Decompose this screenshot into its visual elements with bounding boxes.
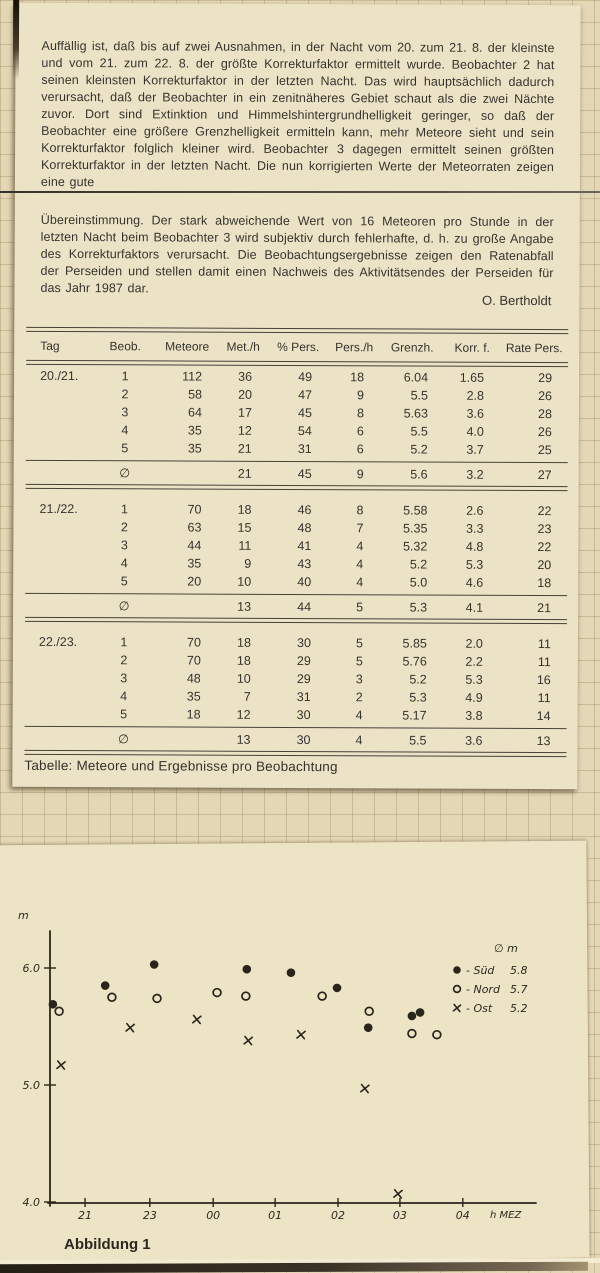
table-cell: 4.8 <box>465 539 484 554</box>
table-row <box>25 554 567 574</box>
table-cell: 70 <box>186 653 201 668</box>
table-cell: 2 <box>355 690 363 705</box>
table-cell: 47 <box>298 388 313 403</box>
table-cell <box>25 554 103 572</box>
table-cell: 30 <box>296 733 311 748</box>
table-cell: 18 <box>350 370 365 385</box>
figure-chart <box>0 893 600 1243</box>
table-cell: 5.58 <box>403 503 428 518</box>
table-cell: 5 <box>120 707 128 722</box>
table-cell: 4 <box>356 539 364 554</box>
table-row <box>26 385 568 405</box>
table-cell: 54 <box>297 424 312 439</box>
table-cell: 43 <box>297 557 312 572</box>
table-cell: ∅ <box>119 466 131 481</box>
table-rule <box>26 484 568 491</box>
point-nord <box>242 992 250 1000</box>
table-cell: 70 <box>186 635 201 650</box>
x-axis-unit-label: h MEZ <box>490 1210 522 1221</box>
table-row <box>25 669 567 689</box>
table-cell: 46 <box>297 503 312 518</box>
table-cell: % Pers. <box>277 339 320 355</box>
table-cell: 5.2 <box>410 442 428 457</box>
x-tick-label: 01 <box>268 1209 283 1222</box>
table-cell <box>26 385 104 403</box>
point-sud <box>49 1000 58 1009</box>
table-cell: 5.3 <box>409 690 427 705</box>
table-cell: 35 <box>187 441 202 456</box>
table-cell: 44 <box>297 600 312 615</box>
page-edge-shadow <box>13 0 19 80</box>
point-sud <box>287 968 296 977</box>
y-tick-label: 6.0 <box>22 962 40 975</box>
table-rule <box>26 327 568 334</box>
table-cell: 5 <box>120 574 128 589</box>
table-cell: 5.3 <box>465 672 483 687</box>
table-cell: 5.6 <box>410 467 428 482</box>
table-cell: 2.2 <box>465 654 483 669</box>
table-cell: 5 <box>356 600 364 615</box>
table-cell: 58 <box>188 387 203 402</box>
point-sud <box>416 1008 425 1017</box>
table-cell: 30 <box>296 708 311 723</box>
table-average-row <box>26 464 568 484</box>
table-cell: 112 <box>182 369 203 384</box>
table-cell: 5.85 <box>402 636 427 651</box>
table-row <box>25 687 567 707</box>
table-cell: 26 <box>537 425 552 440</box>
table-cell: Rate Pers. <box>505 340 563 356</box>
table-cell: 5.35 <box>403 521 428 536</box>
x-tick-label: 21 <box>78 1209 93 1222</box>
table-cell: 22 <box>537 540 552 555</box>
table-cell <box>25 705 103 723</box>
table-row <box>25 518 567 538</box>
y-tick-label: 5.0 <box>22 1079 40 1092</box>
table-cell: Meteore <box>165 339 210 354</box>
table-cell: 6.04 <box>403 370 429 385</box>
table-cell: 13 <box>236 732 251 747</box>
table-cell: 25 <box>537 443 552 458</box>
table-cell: 17 <box>237 405 252 420</box>
table-cell: 29 <box>296 654 311 669</box>
table-cell: 4 <box>120 689 128 704</box>
table-cell: 8 <box>356 503 364 518</box>
legend-title: ∅ m <box>494 942 518 955</box>
table-cell: 41 <box>297 539 312 554</box>
table-row <box>26 403 568 423</box>
legend-entry-value: 5.2 <box>510 1002 528 1015</box>
point-nord <box>433 1031 441 1039</box>
table-cell: 29 <box>538 371 553 386</box>
body-paragraph-1: Auffällig ist, daß bis auf zwei Ausnahmen, in der Nacht vom 20. zum 21. 8. der kleinste und vom 21. zum 22. 8. der größte Korrekturfaktor ermittelt wurde. Beobachter 2 hat seinen kleinsten Korrekturfaktor in der letzten Nacht. Das wird hauptsächlich dadurch verursacht, daß der Beobachter in ein zenitnäheres Gebiet schaut als die zwei Nächte zuvor. Dort sind Extinktion und Himmelshintergrundhelligkeit geringer, so daß der Beobachter eine größere Grenzhelligkeit ermitteln kann, mehr Meteore sieht und sein Korrekturfaktor folglich kleiner wird. Beobachter 3 dagegen ermittelt seinen größten Korrekturfaktor in der letzten Nacht. Die nun korrigierten Werte der Meteorraten zeigen eine gute <box>40 38 555 189</box>
legend-marker-sud <box>453 966 461 974</box>
table-row <box>25 633 567 653</box>
table-cell: 5.3 <box>465 557 484 572</box>
table-row <box>25 536 567 556</box>
table-cell: 35 <box>186 689 201 704</box>
table-cell: 16 <box>536 673 551 688</box>
table-row <box>26 367 568 387</box>
x-tick-label: 00 <box>206 1209 221 1222</box>
table-cell: 26 <box>538 389 553 404</box>
point-nord <box>318 992 326 1000</box>
table-cell <box>26 439 104 457</box>
table-cell <box>24 730 102 748</box>
point-nord <box>153 995 161 1003</box>
table-cell: 44 <box>187 538 202 553</box>
table-cell: 9 <box>356 467 364 482</box>
table-cell: 22 <box>537 504 552 519</box>
table-cell: 2.8 <box>466 388 485 403</box>
table-cell <box>25 651 103 669</box>
table-cell: 5.76 <box>402 654 427 669</box>
table-cell: 4 <box>356 557 364 572</box>
table-cell: 20 <box>187 574 202 589</box>
table-cell: 3 <box>120 671 128 686</box>
table-cell: 40 <box>297 575 312 590</box>
table-cell: Pers./h <box>335 340 374 355</box>
point-sud <box>408 1012 417 1021</box>
point-nord <box>213 989 221 997</box>
table-cell: 11 <box>537 691 551 706</box>
author-signature: O. Bertholdt <box>482 292 552 309</box>
table-cell: 3 <box>355 672 363 687</box>
table-cell: 10 <box>236 671 251 686</box>
table-row <box>25 572 567 592</box>
table-cell: 21 <box>537 601 552 616</box>
table-row <box>25 500 567 520</box>
table-cell: 31 <box>297 442 312 457</box>
table-cell: 13 <box>237 599 252 614</box>
table-cell: 5 <box>355 654 363 669</box>
table-average-row <box>24 730 566 750</box>
table-cell: 11 <box>537 655 551 670</box>
x-tick-label: 23 <box>142 1209 157 1222</box>
table-cell: 4.1 <box>465 600 484 615</box>
table-cell: 11 <box>238 538 252 553</box>
table-cell: 35 <box>187 556 202 571</box>
table-cell: 5.5 <box>409 733 427 748</box>
point-nord <box>55 1007 63 1015</box>
table-cell: 18 <box>236 653 251 668</box>
table-rule <box>26 460 568 463</box>
table-cell: 3.3 <box>466 521 484 536</box>
table-cell: 2 <box>120 653 128 668</box>
table-cell: 4 <box>120 556 128 571</box>
table-cell: 3.2 <box>466 467 484 482</box>
table-cell <box>25 572 103 590</box>
legend-entry-label: - Nord <box>466 983 500 996</box>
table-cell: 36 <box>238 369 253 384</box>
table-cell <box>25 536 103 554</box>
body-paragraph-2: Übereinstimmung. Der stark abweichende Wert von 16 Meteoren pro Stunde in der letzten Nacht beim Beobachter 3 wird subjektiv durch fehlerhafte, d. h. zu große Angabe des Korrekturfaktors verursacht. Die Beobachtungsergebnisse zeigen den Ratenabfall der Perseiden und stellen damit einen Nachweis des Aktivitätsendes der Perseiden für das Jahr 1987 dar. <box>40 212 554 295</box>
point-sud <box>243 965 252 974</box>
table-cell <box>154 730 216 748</box>
table-cell: 12 <box>237 423 252 438</box>
table-cell: Grenzh. <box>390 340 434 355</box>
table-cell <box>25 669 103 687</box>
table-cell: 10 <box>237 574 252 589</box>
point-sud <box>364 1023 373 1032</box>
legend-entry-label: - Ost <box>466 1002 493 1015</box>
table-cell: 70 <box>187 502 202 517</box>
table-cell: 18 <box>237 502 252 517</box>
table-cell: 35 <box>187 423 202 438</box>
point-sud <box>150 960 159 969</box>
table-cell: 6 <box>356 424 364 439</box>
table-cell: 4.6 <box>465 575 484 590</box>
figure-caption: Abbildung 1 <box>64 1236 151 1253</box>
table-cell: 9 <box>244 556 252 571</box>
table-cell: 5.32 <box>402 539 428 554</box>
table-cell: 9 <box>357 388 365 403</box>
table-cell: 45 <box>297 467 312 482</box>
table-cell: 1 <box>120 502 129 517</box>
table-row <box>25 651 567 671</box>
table-header-row <box>26 334 568 360</box>
table-cell <box>155 597 217 615</box>
legend-entry-label: - Süd <box>466 964 495 977</box>
table-cell: 30 <box>296 636 311 651</box>
table-cell: 21 <box>237 466 252 481</box>
table-cell: 48 <box>186 671 201 686</box>
scan-edge-band <box>0 1262 588 1273</box>
table-cell: 48 <box>297 521 312 536</box>
table-cell: 1 <box>120 635 128 650</box>
table-cell: Tag <box>40 338 60 353</box>
table-cell: 4 <box>355 733 363 748</box>
legend-marker-nord <box>454 986 461 993</box>
table-cell <box>25 687 103 705</box>
table-cell: 20./21. <box>40 368 79 384</box>
table-cell: 5.17 <box>402 708 427 723</box>
table-cell <box>156 464 218 482</box>
table-cell: 11 <box>537 637 551 652</box>
table-cell: 5.5 <box>410 424 428 439</box>
table-cell: 27 <box>537 468 552 483</box>
legend-entry-value: 5.7 <box>510 983 528 996</box>
table-cell: Met./h <box>226 339 260 354</box>
table-cell <box>26 421 104 439</box>
table-cell: 5.2 <box>409 557 428 572</box>
table-cell: 2.6 <box>466 503 484 518</box>
table-rule <box>25 593 567 596</box>
table-row <box>25 705 567 725</box>
table-cell: 4 <box>356 575 364 590</box>
table-cell: ∅ <box>118 732 129 747</box>
table-cell: 4 <box>121 423 129 438</box>
table-rule <box>25 726 567 729</box>
table-cell: 2.0 <box>465 636 483 651</box>
point-nord <box>408 1030 416 1038</box>
table-cell: 1 <box>121 369 129 384</box>
table-rule <box>26 360 568 367</box>
x-tick-label: 02 <box>331 1209 345 1222</box>
table-cell: 31 <box>296 690 311 705</box>
table-caption: Tabelle: Meteore und Ergebnisse pro Beobachtung <box>24 757 338 775</box>
table-cell: Beob. <box>109 339 141 354</box>
text-and-table-page <box>12 3 580 789</box>
point-sud <box>333 984 342 993</box>
table-cell: 5.63 <box>403 406 428 421</box>
point-nord <box>365 1007 373 1015</box>
point-sud <box>101 981 110 990</box>
table-cell: ∅ <box>118 599 130 614</box>
table-cell: 64 <box>187 405 202 420</box>
table-cell: 2 <box>121 387 129 402</box>
table-cell: 3.8 <box>465 708 483 723</box>
table-average-row <box>25 597 567 617</box>
table-cell: 23 <box>537 522 552 537</box>
table-cell: 45 <box>297 406 312 421</box>
y-tick-label: 4.0 <box>22 1196 40 1209</box>
table-cell: 18 <box>186 707 201 722</box>
table-cell: 3 <box>120 538 128 553</box>
table-cell: 13 <box>536 734 551 749</box>
horizontal-rule-line <box>0 191 600 193</box>
table-cell: 3.6 <box>465 733 483 748</box>
table-cell: 5.0 <box>409 575 428 590</box>
point-nord <box>108 993 116 1001</box>
table-cell: 3 <box>121 405 129 420</box>
table-cell: 22./23. <box>38 634 78 650</box>
table-cell <box>26 403 104 421</box>
table-cell: 20 <box>238 387 253 402</box>
table-cell: 5 <box>355 636 363 651</box>
table-cell: 18 <box>236 635 251 650</box>
table-rule <box>24 750 566 757</box>
table-cell <box>26 464 104 482</box>
table-cell: 7 <box>356 521 364 536</box>
table-cell: 4.9 <box>465 690 483 705</box>
table-cell: 5.2 <box>409 672 427 687</box>
table-rule <box>25 617 567 624</box>
table-cell <box>25 518 103 536</box>
table-cell: 6 <box>356 442 364 457</box>
table-cell: 21./22. <box>39 501 78 517</box>
table-cell: 4 <box>355 708 363 723</box>
table-cell: 2 <box>120 520 128 535</box>
table-cell: 49 <box>298 370 313 385</box>
table-cell: 14 <box>536 709 551 724</box>
results-table <box>24 325 568 768</box>
x-tick-label: 04 <box>455 1209 470 1222</box>
table-cell: 28 <box>537 407 552 422</box>
table-cell: 3.7 <box>466 442 484 457</box>
x-tick-label: 03 <box>392 1209 407 1222</box>
table-cell <box>25 597 103 615</box>
table-row <box>26 439 568 459</box>
table-cell: 5 <box>121 441 129 456</box>
table-cell: 1.65 <box>459 370 485 385</box>
table-cell: 5.3 <box>409 600 428 615</box>
table-cell: 21 <box>237 441 252 456</box>
table-row <box>26 421 568 441</box>
table-cell: 29 <box>296 672 311 687</box>
table-cell: 7 <box>243 689 251 704</box>
table-cell: 12 <box>236 707 251 722</box>
y-axis-label: m <box>18 909 29 922</box>
table-cell: 20 <box>537 558 552 573</box>
legend-entry-value: 5.8 <box>510 964 528 977</box>
table-cell: 4.0 <box>466 424 484 439</box>
table-cell: 15 <box>237 520 252 535</box>
table-cell: 3.6 <box>466 406 484 421</box>
table-cell: 8 <box>356 406 364 421</box>
table-cell: 63 <box>187 520 202 535</box>
table-cell: 18 <box>537 576 552 591</box>
table-cell: Korr. f. <box>454 340 490 355</box>
table-cell: 5.5 <box>410 388 429 403</box>
